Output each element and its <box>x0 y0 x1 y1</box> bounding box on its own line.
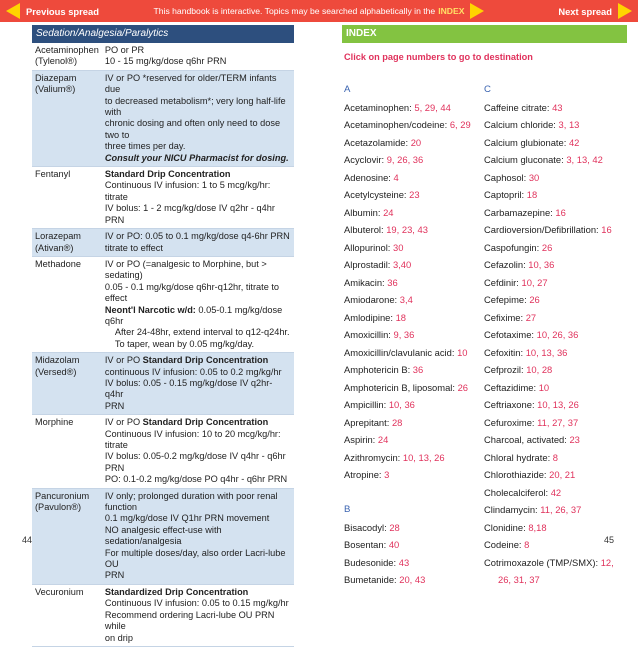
index-entry-name: Chloral hydrate: <box>484 451 553 463</box>
index-entry-name: Cefprozil: <box>484 364 527 375</box>
index-page-link[interactable]: 26 <box>529 294 540 305</box>
dosing-line: 10 - 15 mg/kg/dose q6hr PRN <box>104 56 227 67</box>
index-entry-name: Cefoxitin: <box>484 346 526 358</box>
index-page-link[interactable]: 4 <box>393 171 399 183</box>
next-spread-label: Next spread <box>558 5 612 17</box>
dosing-line: titrate to effect <box>104 242 163 253</box>
index-entry-name: Cefuroxime: <box>484 416 538 428</box>
drug-name: Methadone <box>35 258 81 269</box>
index-entry <box>344 431 486 449</box>
drug-name-cell <box>32 584 102 646</box>
table-row <box>32 488 294 584</box>
index-entry <box>344 274 486 292</box>
table-row <box>32 256 294 352</box>
index-page-link[interactable]: 10, 26, 36 <box>536 329 579 340</box>
previous-spread-label: Previous spread <box>26 5 99 17</box>
interactive-notice <box>120 0 518 22</box>
index-entry <box>484 361 626 379</box>
drug-name: Pancuronium <box>35 490 90 501</box>
index-entry <box>484 256 626 274</box>
index-entry-name: Ampicillin: <box>344 399 389 410</box>
dosing-line: on drip <box>104 632 133 643</box>
drug-name: (Ativan®) <box>35 242 74 253</box>
index-entry <box>344 396 486 414</box>
index-page-link[interactable]: 42 <box>568 136 580 148</box>
dosing-cell <box>102 43 294 70</box>
index-entry <box>344 221 486 239</box>
drug-name-cell <box>32 353 102 415</box>
index-entry-name: Cefazolin: <box>484 259 529 270</box>
index-page-link[interactable]: 10, 13, 26 <box>402 451 445 463</box>
drug-name: Vecuronium <box>35 586 84 597</box>
index-entry-name: Clonidine: <box>484 521 529 533</box>
dosing-line: Neont'l Narcotic w/d: 0.05-0.1 mg/kg/dose q6hr <box>104 304 283 326</box>
index-page-link[interactable]: 43 <box>552 101 563 113</box>
index-entry <box>344 134 486 152</box>
index-page-link[interactable]: 11, 27, 37 <box>537 416 579 428</box>
drug-name-cell <box>32 415 102 488</box>
index-entry-name: Amoxicillin/clavulanic acid: <box>344 346 458 358</box>
index-page-link[interactable]: 18 <box>395 311 407 323</box>
next-spread-button[interactable] <box>558 0 632 22</box>
drug-name-cell <box>32 70 102 166</box>
index-entry <box>344 169 486 187</box>
dosing-cell <box>102 415 294 488</box>
table-row <box>32 353 294 415</box>
drug-name-cell <box>32 488 102 584</box>
drug-name: Lorazepam <box>35 231 81 242</box>
index-page-link[interactable]: 30 <box>393 241 404 253</box>
drug-name: (Versed®) <box>35 366 77 377</box>
drug-name: (Pavulon®) <box>35 502 82 513</box>
arrow-right-icon <box>618 3 632 19</box>
dosing-line: IV or PO (=analgesic to Morphine, but > sedating) <box>104 258 267 281</box>
index-entry <box>344 344 486 362</box>
index-entry <box>484 99 626 117</box>
index-page-link[interactable]: 26, 31, 37 <box>498 574 540 585</box>
dosing-line: Continuous IV infusion: 1 to 5 mcg/kg/hr: titrate <box>104 180 271 202</box>
index-page-link[interactable]: 10, 36 <box>388 399 415 410</box>
dosing-line: IV bolus: 0.05 - 0.15 mg/kg/dose IV q2hr- q4hr <box>104 377 273 400</box>
index-entry-name: Amlodipine: <box>344 311 396 323</box>
index-page-link[interactable]: 8 <box>524 539 530 550</box>
index-page-link[interactable]: 42 <box>550 486 562 498</box>
index-entry-name: Amikacin: <box>344 276 388 288</box>
index-entry-name: Albumin: <box>344 206 384 218</box>
dosing-line: Standardized Drip Concentration <box>104 586 249 597</box>
index-entry-name: Cefepime: <box>484 294 530 305</box>
index-entry <box>344 414 486 432</box>
index-entry-name: Bosentan: <box>344 539 389 550</box>
index-page-link[interactable]: 10, 36 <box>528 259 555 270</box>
index-page-link[interactable]: 28 <box>391 416 403 428</box>
arrow-right-icon <box>470 3 484 19</box>
index-page-link[interactable]: 11, 26, 37 <box>540 504 582 515</box>
dosing-line: 0.05 - 0.1 mg/kg/dose q6hr-q12hr, titrate to effect <box>104 281 280 304</box>
index-entry-name: Caphosol: <box>484 171 529 183</box>
dosing-cell <box>102 167 294 229</box>
index-entry <box>344 519 486 537</box>
dosing-line: to decreased metabolism*; very long half-life with <box>104 95 286 118</box>
index-entry <box>484 274 626 292</box>
index-page-link[interactable]: 27 <box>525 311 537 323</box>
index-entry-name: Calcium gluconate: <box>484 154 567 165</box>
dosing-line: PRN <box>104 462 125 473</box>
drug-table <box>32 43 294 647</box>
index-entry <box>484 116 626 134</box>
dosing-line: PO: 0.1-0.2 mg/kg/dose PO q4hr - q6hr PRN <box>104 474 288 485</box>
index-entry <box>484 134 626 152</box>
dosing-line: Continuous IV infusion: 0.05 to 0.15 mg/kg/hr <box>104 598 289 609</box>
index-page-link[interactable]: 5, 29, 44 <box>414 101 451 113</box>
index-entry <box>484 169 626 187</box>
index-page-link[interactable]: 10, 13, 36 <box>525 346 568 358</box>
index-entry-name: Acetazolamide: <box>344 136 411 148</box>
drug-name-cell <box>32 167 102 229</box>
index-entry <box>484 571 626 589</box>
drug-name-cell <box>32 229 102 257</box>
index-page-link[interactable]: 3,40 <box>392 259 412 270</box>
index-header: INDEX <box>342 25 627 43</box>
index-entry <box>344 256 486 274</box>
table-row <box>32 70 294 166</box>
dosing-line: For multiple doses/day, also order Lacri-lube OU <box>104 547 286 570</box>
index-entry-name: Albuterol: <box>344 224 387 235</box>
index-page-link[interactable]: 19, 23, 43 <box>386 224 428 235</box>
index-page-link[interactable]: 23 <box>569 434 580 445</box>
dosing-line: IV or PO Standard Drip Concentration <box>104 417 269 428</box>
index-entry-name: Adenosine: <box>344 171 394 183</box>
dosing-line: continuous IV infusion: 0.05 to 0.2 mg/kg/hr <box>104 366 282 377</box>
index-entry <box>344 554 486 572</box>
dosing-line: IV bolus: 0.05-0.2 mg/kg/dose IV q4hr - q6hr <box>104 451 286 462</box>
index-entry <box>484 221 626 239</box>
index-entry <box>344 204 486 222</box>
index-entry <box>484 484 626 502</box>
dosing-line: Recommend ordering Lacri-lube OU PRN while <box>104 609 275 632</box>
index-page-link[interactable]: 8 <box>552 451 559 463</box>
top-navigation-bar <box>0 0 638 22</box>
table-row <box>32 415 294 488</box>
index-entry-name: Cefdinir: <box>484 276 522 288</box>
index-entry <box>344 466 486 484</box>
index-entry <box>344 99 486 117</box>
index-entry-name: Atropine: <box>344 469 385 480</box>
index-letter-heading: B <box>344 504 351 515</box>
dosing-line: IV bolus: 1 - 2 mcg/kg/dose IV q2hr - q4hr PRN <box>104 203 275 225</box>
index-entry-name: Cholecalciferol: <box>484 486 551 498</box>
index-entry <box>344 116 486 134</box>
index-entry <box>484 396 626 414</box>
index-entry-name: Acyclovir: <box>344 154 387 165</box>
dosing-line: Standard Drip Concentration <box>104 169 231 180</box>
index-entry-name: Amoxicillin: <box>344 329 394 340</box>
index-page-link[interactable]: 26 <box>457 381 469 393</box>
index-entry <box>484 519 626 537</box>
interactive-notice-text: This handbook is interactive. Topics may be searched alphabetically in the <box>153 6 436 16</box>
page-number-left: 44 <box>22 535 33 545</box>
index-entry <box>344 239 486 257</box>
dosing-line: To taper, wean by 0.05 mg/kg/day. <box>114 338 255 349</box>
index-entry <box>484 554 626 572</box>
index-page-link[interactable]: 3 <box>384 469 390 480</box>
index-entry-name: Aprepitant: <box>344 416 392 428</box>
index-page-link[interactable]: 12, <box>600 556 614 568</box>
index-page-link[interactable]: 18 <box>526 189 538 200</box>
spacer <box>344 484 486 502</box>
index-entry-name: Calcium glubionate: <box>484 136 569 148</box>
dosing-line: IV or PO: 0.05 to 0.1 mg/kg/dose q4-6hr PRN <box>104 231 290 242</box>
index-page-link[interactable]: 10 <box>457 346 468 358</box>
dosing-line: function <box>104 502 138 513</box>
index-entry <box>344 361 486 379</box>
index-entry <box>344 536 486 554</box>
index-page-link[interactable]: 9, 26, 36 <box>386 154 424 165</box>
index-entry-name: Cardioversion/Defibrillation: <box>484 224 602 235</box>
drug-name: (Valium®) <box>35 84 76 95</box>
index-entry <box>484 151 626 169</box>
index-link[interactable]: INDEX <box>438 6 465 16</box>
table-row <box>32 167 294 229</box>
index-entry <box>484 239 626 257</box>
index-page-link[interactable]: 10, 13, 26 <box>537 399 579 410</box>
index-page-link[interactable]: 16 <box>601 224 612 235</box>
index-entry <box>344 449 486 467</box>
dosing-line: three times per day. <box>104 141 186 152</box>
dosing-line: IV only; prolonged duration with poor renal <box>104 490 278 501</box>
index-entry-name: Carbamazepine: <box>484 206 556 218</box>
index-entry <box>484 344 626 362</box>
index-entry <box>484 449 626 467</box>
index-page-link[interactable]: 9, 36 <box>393 329 415 340</box>
drug-name: Fentanyl <box>35 169 71 180</box>
index-page-link[interactable]: 10, 27 <box>521 276 548 288</box>
index-entry <box>344 309 486 327</box>
index-page-link[interactable]: 24 <box>377 434 389 445</box>
index-column-c <box>484 81 626 589</box>
arrow-left-icon <box>6 3 20 19</box>
index-entry-name: Amphotericin B, liposomal: <box>344 381 458 393</box>
drug-name: Acetaminophen <box>35 45 99 55</box>
dosing-cell <box>102 584 294 646</box>
index-entry-name: Captopril: <box>484 189 527 200</box>
index-entry <box>484 431 626 449</box>
previous-spread-button[interactable] <box>6 0 99 22</box>
index-instructions: Click on page numbers to go to destination <box>344 52 533 62</box>
index-entry-name: Azithromycin: <box>344 451 403 463</box>
index-page-link[interactable]: 36 <box>412 364 424 375</box>
drug-name: Diazepam <box>35 72 77 83</box>
index-entry-name: Aspirin: <box>344 434 378 445</box>
index-entry <box>484 186 626 204</box>
index-entry-name: Bisacodyl: <box>344 521 390 533</box>
dosing-line: IV or PO Standard Drip Concentration <box>104 355 269 366</box>
dosing-line: NO analgesic effect-use with sedation/analgesia <box>104 524 222 547</box>
index-entry <box>344 571 486 589</box>
index-page-link[interactable]: 24 <box>383 206 394 218</box>
drug-name-cell <box>32 256 102 352</box>
table-row <box>32 43 294 70</box>
section-header: Sedation/Analgesia/Paralytics <box>32 25 294 43</box>
index-entry-name: Cefotaxime: <box>484 329 537 340</box>
index-entry-name: Caspofungin: <box>484 241 542 253</box>
index-entry <box>484 379 626 397</box>
index-page-link[interactable]: 28 <box>389 521 400 533</box>
dosing-line: After 24-48hr, extend interval to q12-q24hr. <box>114 327 290 338</box>
index-page-link[interactable]: 6, 29 <box>449 119 471 130</box>
index-page-link[interactable]: 20 <box>410 136 422 148</box>
index-page-link[interactable]: 3,4 <box>399 294 413 305</box>
dosing-line: Continuous IV infusion: 10 to 20 mcg/kg/hr: titrate <box>104 428 281 450</box>
index-entry-name: Charcoal, activated: <box>484 434 570 445</box>
index-entry-name: Acetaminophen/codeine: <box>344 119 450 130</box>
index-entry-name: Amphotericin B: <box>344 364 413 375</box>
index-entry <box>484 466 626 484</box>
index-entry <box>484 414 626 432</box>
index-entry <box>344 291 486 309</box>
index-column-a <box>344 81 486 589</box>
index-entry-name: Calcium chloride: <box>484 119 559 130</box>
index-entry-name: Acetaminophen: <box>344 101 415 113</box>
index-page-link[interactable]: 23 <box>409 189 420 200</box>
index-entry-name: Allopurinol: <box>344 241 393 253</box>
table-row <box>32 229 294 257</box>
index-entry-name: Acetylcysteine: <box>344 189 410 200</box>
dosing-cell <box>102 256 294 352</box>
index-page-link[interactable]: 10, 28 <box>526 364 553 375</box>
index-letter-heading: C <box>484 84 491 95</box>
index-entry-name: Alprostadil: <box>344 259 393 270</box>
index-letter-heading: A <box>344 84 351 95</box>
drug-name: (Tylenol®) <box>35 56 77 67</box>
index-entry-name: Codeine: <box>484 539 525 550</box>
index-entry <box>484 501 626 519</box>
index-entry <box>344 151 486 169</box>
dosing-cell <box>102 488 294 584</box>
index-page-link[interactable]: 43 <box>398 556 410 568</box>
dosing-cell <box>102 353 294 415</box>
index-entry <box>484 326 626 344</box>
index-entry-name: Chlorothiazide: <box>484 469 550 480</box>
index-entry-name: Cefixime: <box>484 311 526 323</box>
left-page <box>32 25 294 647</box>
index-entry <box>344 186 486 204</box>
index-page-link[interactable]: 26 <box>541 241 553 253</box>
index-entry-name: Ceftriaxone: <box>484 399 538 410</box>
table-row <box>32 584 294 646</box>
index-entry-name: Cotrimoxazole (TMP/SMX): <box>484 556 601 568</box>
index-entry-name: Clindamycin: <box>484 504 541 515</box>
index-entry-name: Caffeine citrate: <box>484 101 553 113</box>
drug-name-cell <box>32 43 102 70</box>
index-page-link[interactable]: 3, 13 <box>558 119 580 130</box>
dosing-line: 0.1 mg/kg/dose IV Q1hr PRN movement <box>104 513 270 524</box>
dosing-line: Consult your NICU Pharmacist for dosing. <box>104 152 289 163</box>
index-entry-name: Bumetanide: <box>344 574 400 585</box>
drug-name: Morphine <box>35 417 74 428</box>
index-page-link[interactable]: 20, 21 <box>549 469 576 480</box>
index-page-link[interactable]: 20, 43 <box>399 574 426 585</box>
index-entry-name: Budesonide: <box>344 556 399 568</box>
dosing-line: PRN <box>104 400 125 411</box>
index-page-link[interactable]: 8,18 <box>528 521 547 533</box>
index-page-link[interactable]: 30 <box>528 171 540 183</box>
dosing-line: chronic dosing and often only need to dose two to <box>104 118 281 140</box>
index-entry <box>484 291 626 309</box>
index-entry-name: Ceftazidime: <box>484 381 539 393</box>
index-page-link[interactable]: 40 <box>388 539 400 550</box>
dosing-cell <box>102 70 294 166</box>
index-page-link[interactable]: 10 <box>538 381 550 393</box>
dosing-cell <box>102 229 294 257</box>
index-entry <box>344 326 486 344</box>
index-entry <box>484 309 626 327</box>
index-page-link[interactable]: 16 <box>555 206 566 218</box>
index-entry <box>484 204 626 222</box>
index-page-link[interactable]: 36 <box>387 276 398 288</box>
dosing-line: PRN <box>104 570 125 581</box>
index-entry-name: Amiodarone: <box>344 294 400 305</box>
dosing-line: IV or PO *reserved for older/TERM infants due <box>104 72 277 95</box>
page-number-right: 45 <box>604 535 615 545</box>
index-entry <box>344 379 486 397</box>
index-page-link[interactable]: 3, 13, 42 <box>566 154 603 165</box>
dosing-line: PO or PR <box>104 45 145 55</box>
drug-name: Midazolam <box>35 355 80 366</box>
